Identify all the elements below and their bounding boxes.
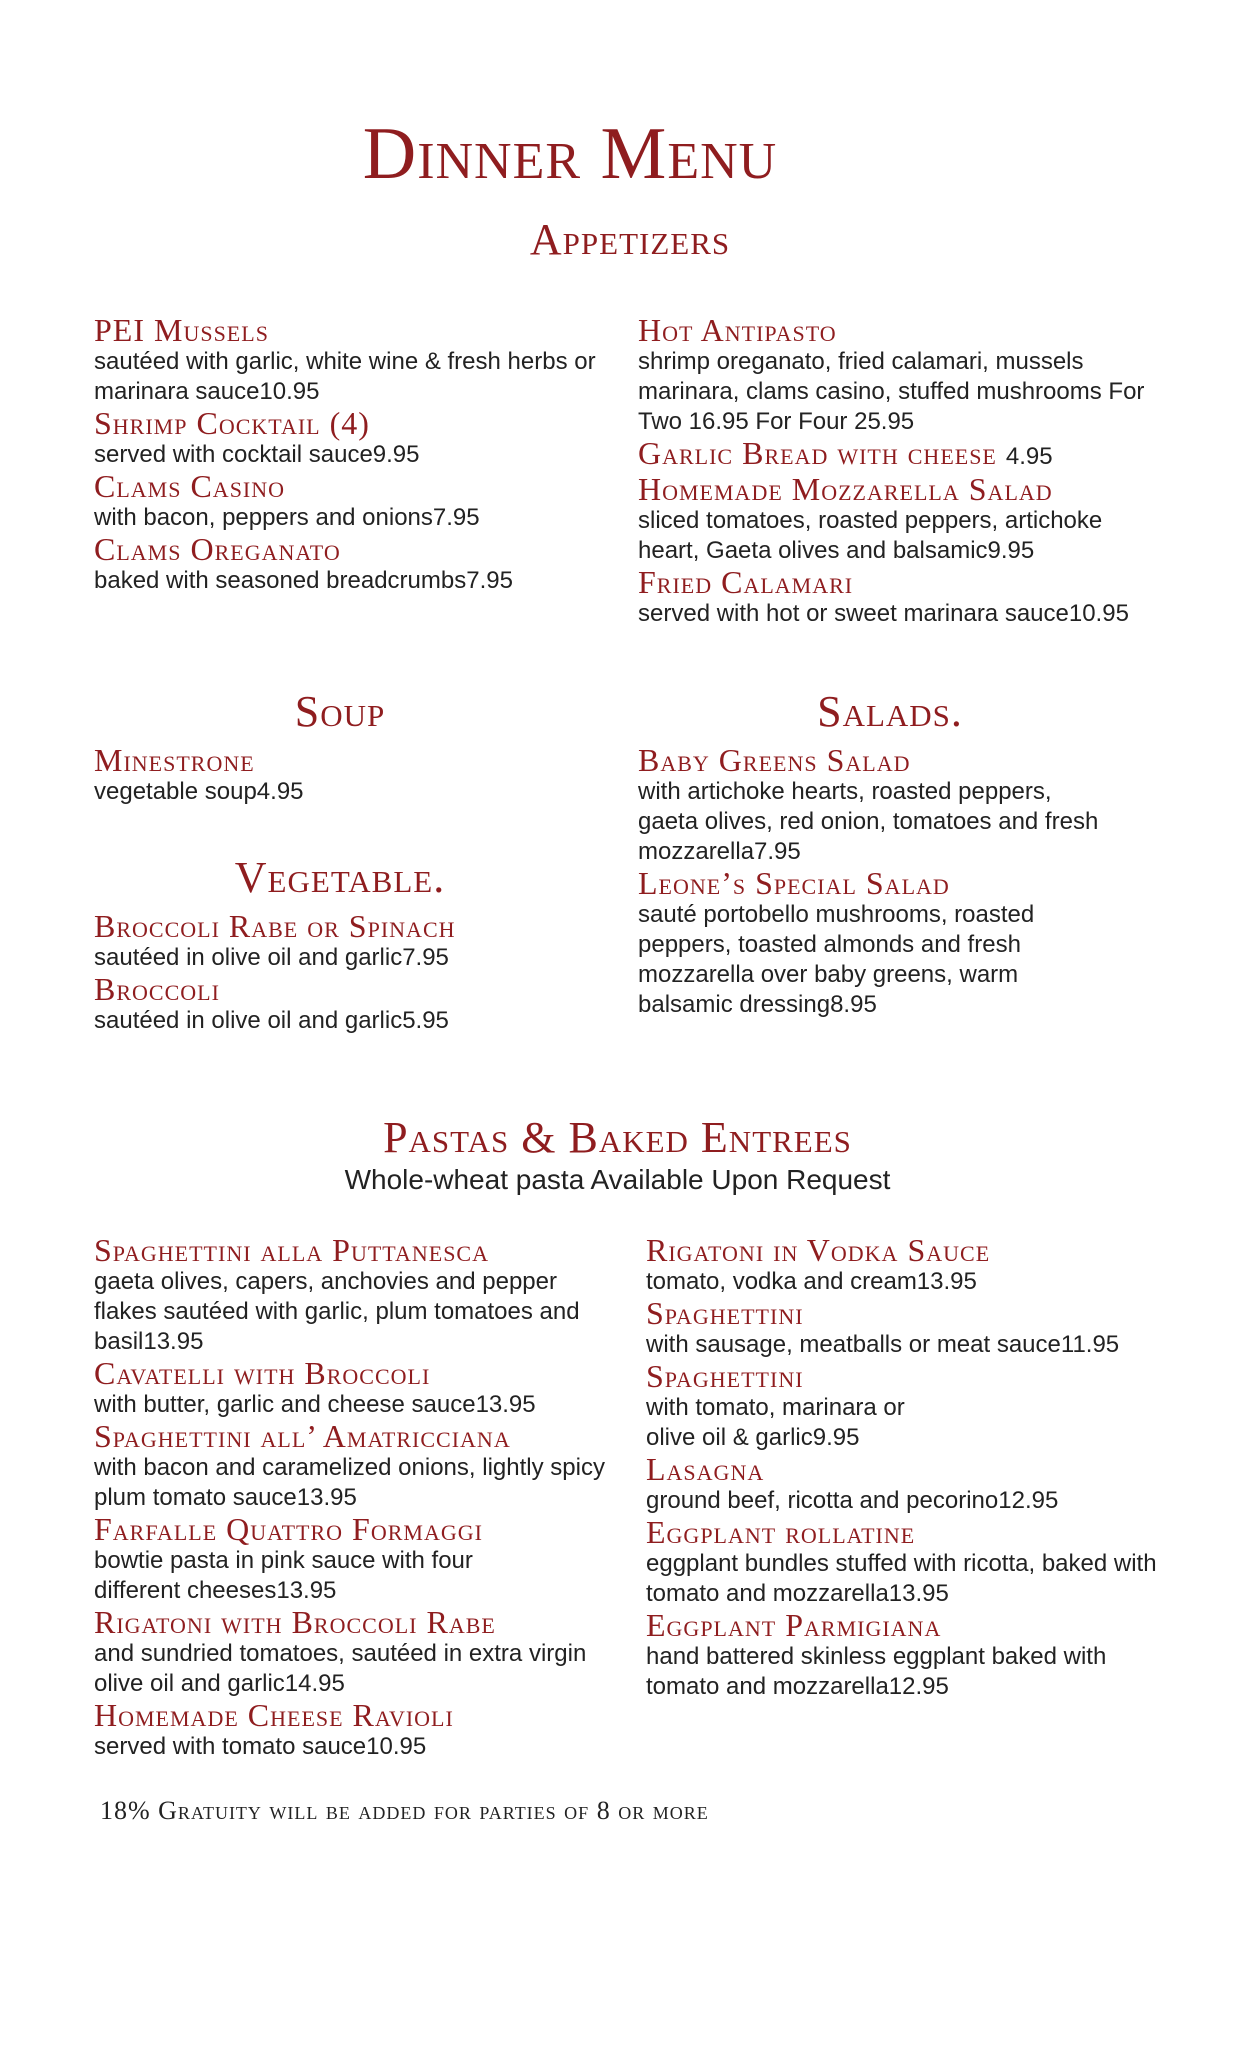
item-name: Farfalle Quattro Formaggi: [94, 1511, 483, 1547]
pastas-left-column: [94, 1234, 654, 1762]
menu-item: [94, 1357, 654, 1420]
item-description: vegetable soup4.95: [94, 778, 304, 805]
menu-item: [646, 1516, 1206, 1609]
item-name: Broccoli: [94, 971, 220, 1007]
salads-column: [638, 744, 1168, 1020]
item-description: tomato, vodka and cream13.95: [646, 1268, 977, 1295]
item-name: Rigatoni in Vodka Sauce: [646, 1232, 991, 1268]
item-description: sautéed in olive oil and garlic5.95: [94, 1007, 449, 1034]
item-description: and sundried tomatoes, sautéed in extra virgin olive oil and garlic14.95: [94, 1640, 587, 1697]
item-name: Lasagna: [646, 1451, 765, 1487]
menu-item: [94, 744, 614, 807]
menu-item: [646, 1453, 1206, 1516]
menu-item: [94, 470, 614, 533]
menu-item: [638, 744, 1168, 867]
item-description: with tomato, marinara or olive oil & garlic9.95: [646, 1394, 905, 1451]
item-name: [638, 437, 1198, 473]
vegetable-column: [94, 910, 634, 1036]
item-description: sautéed in olive oil and garlic7.95: [94, 944, 449, 971]
pastas-subtitle: Whole-wheat pasta Available Upon Request: [344, 1164, 891, 1195]
soup-heading: Soup: [294, 687, 386, 736]
item-description: served with cocktail sauce9.95: [94, 441, 420, 468]
pastas-heading: Pastas & Baked Entrees: [383, 1113, 852, 1162]
item-name: Hot Antipasto: [638, 312, 837, 348]
menu-item: [646, 1360, 1206, 1453]
item-name: Spaghettini: [646, 1295, 804, 1331]
item-price: 4.95: [1005, 443, 1053, 470]
item-name: PEI Mussels: [94, 312, 269, 348]
menu-item: [638, 473, 1198, 566]
item-name: Homemade Cheese Ravioli: [94, 1697, 454, 1733]
item-description: sliced tomatoes, roasted peppers, artichoke heart, Gaeta olives and balsamic9.95: [638, 507, 1103, 564]
item-description: served with hot or sweet marinara sauce10.95: [638, 600, 1129, 627]
item-description: with bacon, peppers and onions7.95: [94, 504, 480, 531]
menu-item: [638, 314, 1198, 437]
item-description: baked with seasoned breadcrumbs7.95: [94, 567, 513, 594]
menu-item: [646, 1234, 1206, 1297]
item-name: Spaghettini: [646, 1358, 804, 1394]
menu-item: [94, 314, 614, 407]
item-name: Rigatoni with Broccoli Rabe: [94, 1604, 496, 1640]
item-description: with sausage, meatballs or meat sauce11.95: [646, 1331, 1120, 1358]
item-description: ground beef, ricotta and pecorino12.95: [646, 1487, 1059, 1514]
item-description: eggplant bundles stuffed with ricotta, baked with tomato and mozzarella13.95: [646, 1550, 1157, 1607]
menu-item: [94, 407, 614, 470]
item-description: with butter, garlic and cheese sauce13.95: [94, 1391, 536, 1418]
vegetable-heading: Vegetable.: [234, 853, 446, 902]
item-description: bowtie pasta in pink sauce with four different cheeses13.95: [94, 1547, 473, 1604]
menu-item: [94, 1699, 654, 1762]
item-name: Baby Greens Salad: [638, 742, 911, 778]
item-name: Eggplant rollatine: [646, 1514, 916, 1550]
gratuity-note: 18% Gratuity will be added for parties of 8 or more: [100, 1796, 709, 1825]
pastas-right-column: [646, 1234, 1206, 1702]
menu-item: [94, 1513, 654, 1606]
menu-item: [638, 566, 1198, 629]
item-name: Clams Casino: [94, 468, 286, 504]
menu-title: Dinner Menu: [362, 113, 778, 195]
item-name: Spaghettini alla Puttanesca: [94, 1232, 489, 1268]
item-description: sautéed with garlic, white wine & fresh herbs or marinara sauce10.95: [94, 348, 596, 405]
item-name: Homemade Mozzarella Salad: [638, 471, 1053, 507]
item-description: sauté portobello mushrooms, roasted peppers, toasted almonds and fresh mozzarella over baby greens, warm balsamic dressing8.95: [638, 901, 1035, 1018]
item-description: shrimp oreganato, fried calamari, mussels marinara, clams casino, stuffed mushrooms For Two 16.95 For Four 25.95: [638, 348, 1145, 435]
item-description: gaeta olives, capers, anchovies and pepper flakes sautéed with garlic, plum tomatoes and basil13.95: [94, 1268, 580, 1355]
menu-item: [94, 1606, 654, 1699]
item-name: Shrimp Cocktail (4): [94, 405, 370, 441]
item-description: with bacon and caramelized onions, lightly spicy plum tomato sauce13.95: [94, 1454, 605, 1511]
item-name: Minestrone: [94, 742, 255, 778]
item-name: Broccoli Rabe or Spinach: [94, 908, 456, 944]
menu-item: [646, 1297, 1206, 1360]
menu-item: [646, 1609, 1206, 1702]
item-name: Spaghettini all’ Amatricciana: [94, 1418, 511, 1454]
item-description: served with tomato sauce10.95: [94, 1733, 427, 1760]
salads-heading: Salads.: [817, 687, 963, 736]
menu-item: [638, 437, 1198, 473]
menu-item: [94, 533, 614, 596]
item-name: Fried Calamari: [638, 564, 854, 600]
appetizers-right-column: [638, 314, 1198, 629]
menu-item: [638, 867, 1168, 1020]
menu-item: [94, 973, 634, 1036]
item-description: hand battered skinless eggplant baked with tomato and mozzarella12.95: [646, 1643, 1107, 1700]
item-name: Cavatelli with Broccoli: [94, 1355, 431, 1391]
item-name: Clams Oreganato: [94, 531, 341, 567]
menu-item: [94, 910, 634, 973]
menu-item: [94, 1234, 654, 1357]
appetizers-heading: Appetizers: [529, 215, 731, 264]
item-name: Leone’s Special Salad: [638, 865, 950, 901]
appetizers-left-column: [94, 314, 614, 596]
item-description: with artichoke hearts, roasted peppers, gaeta olives, red onion, tomatoes and fresh mozzarella7.95: [638, 778, 1099, 865]
item-name-text: Garlic Bread with cheese: [638, 435, 997, 471]
soup-column: [94, 744, 614, 807]
menu-item: [94, 1420, 654, 1513]
item-name: Eggplant Parmigiana: [646, 1607, 942, 1643]
